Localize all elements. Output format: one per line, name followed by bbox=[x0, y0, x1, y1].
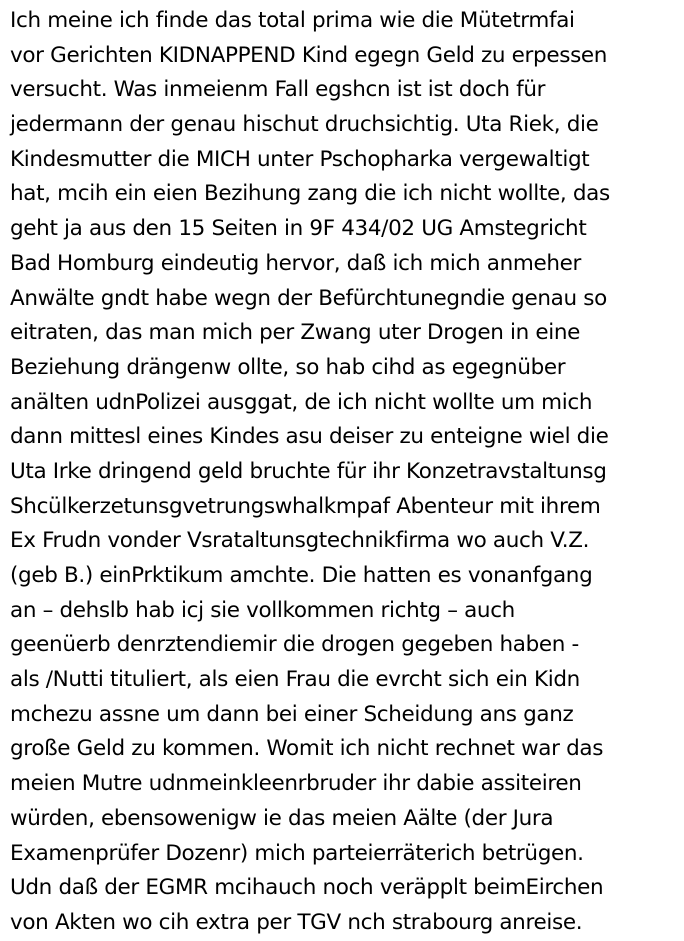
text-line: Bad Homburg eindeutig hervor, daß ich mich anmeher bbox=[10, 250, 581, 276]
text-line: würden, ebensowenigw ie das meien Aälte (der Jura bbox=[10, 805, 554, 831]
text-line: dann mittesl eines Kindes asu deiser zu enteigne wiel die bbox=[10, 424, 609, 450]
text-line: geht ja aus den 15 Seiten in 9F 434/02 UG Amstegricht bbox=[10, 216, 587, 242]
text-line: hat, mcih ein eien Bezihung zang die ich nicht wollte, das bbox=[10, 181, 610, 207]
text-line: Ex Frudn vonder Vsrataltunsgtechnikfirma wo auch V.Z. bbox=[10, 528, 590, 554]
text-line: Udn daß der EGMR mcihauch noch veräpplt beimEirchen bbox=[10, 875, 604, 901]
text-line: Beziehung drängenw ollte, so hab cihd as egegnüber bbox=[10, 354, 566, 380]
text-line: von Akten wo cih extra per TGV nch strabourg anreise. bbox=[10, 909, 583, 935]
text-line: jedermann der genau hischut druchsichtig. Uta Riek, die bbox=[10, 112, 599, 138]
text-line: versucht. Was inmeienm Fall egshcn ist ist doch für bbox=[10, 77, 546, 103]
text-line: Anwälte gndt habe wegn der Befürchtunegndie genau so bbox=[10, 285, 607, 311]
text-line: als /Nutti tituliert, als eien Frau die evrcht sich ein Kidn bbox=[10, 667, 580, 693]
text-line: große Geld zu kommen. Womit ich nicht rechnet war das bbox=[10, 736, 604, 762]
text-line: Shcülkerzetunsgvetrungswhalkmpaf Abenteur mit ihrem bbox=[10, 493, 601, 519]
text-line: Examenprüfer Dozenr) mich parteierräterich betrügen. bbox=[10, 840, 584, 866]
text-line: meien Mutre udnmeinkleenrbruder ihr dabie assiteiren bbox=[10, 771, 582, 797]
text-line: anälten udnPolizei ausggat, de ich nicht wollte um mich bbox=[10, 389, 593, 415]
text-line: Ich meine ich finde das total prima wie die Mütetrmfai bbox=[10, 8, 575, 33]
text-line: geenüerb denrztendiemir die drogen gegeben haben - bbox=[10, 632, 579, 658]
text-line: an – dehslb hab icj sie vollkommen richtg – auch bbox=[10, 597, 515, 623]
text-line: eitraten, das man mich per Zwang uter Drogen in eine bbox=[10, 320, 581, 346]
body-text bbox=[10, 4, 682, 941]
text-line: Kindesmutter die MICH unter Pschopharka vergewaltigt bbox=[10, 146, 590, 172]
text-line: Uta Irke dringend geld bruchte für ihr Konzetravstaltunsg bbox=[10, 458, 607, 484]
text-line: vor Gerichten KIDNAPPEND Kind egegn Geld zu erpessen bbox=[10, 42, 608, 68]
text-line: (geb B.) einPrktikum amchte. Die hatten es vonanfgang bbox=[10, 563, 593, 588]
text-line: mchezu assne um dann bei einer Scheidung ans ganz bbox=[10, 701, 574, 727]
